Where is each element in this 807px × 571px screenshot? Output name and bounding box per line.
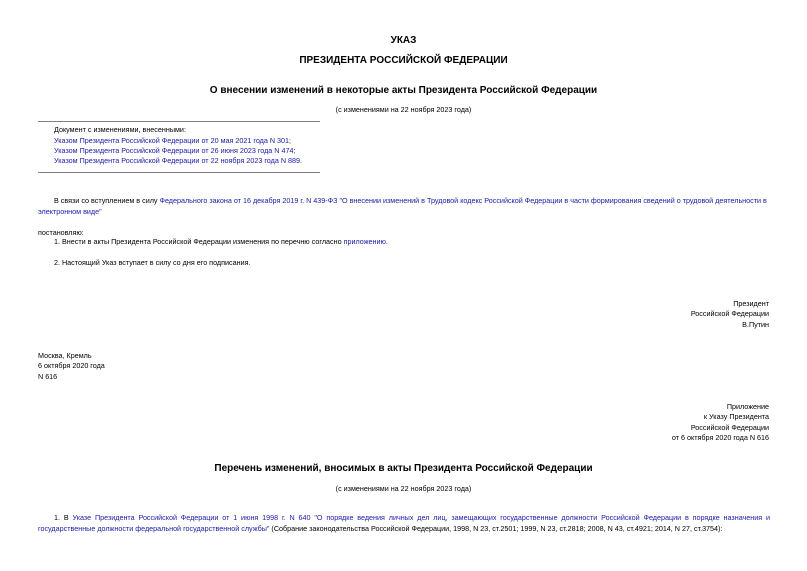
signature-title: Президент (733, 299, 769, 308)
revision-note: (с изменениями на 22 ноября 2023 года) (335, 105, 472, 114)
signing-date: 6 октября 2020 года (38, 361, 105, 370)
item-1-text: 1. Внести в акты Президента Российской Федерации изменения по перечню согласно (54, 237, 344, 246)
decree-issuer: ПРЕЗИДЕНТА РОССИЙСКОЙ ФЕДЕРАЦИИ (299, 55, 508, 66)
preamble (38, 196, 770, 217)
preamble-start: В связи со вступлением в силу (54, 196, 160, 205)
amendment-link-3[interactable]: Указом Президента Российской Федерации от 22 ноября 2023 года N 889. (54, 156, 302, 165)
signature-country: Российской Федерации (690, 309, 769, 318)
appendix-link[interactable]: приложению (343, 237, 386, 246)
decree-title: УКАЗ (390, 35, 417, 46)
appendix-title: Перечень изменений, вносимых в акты Президента Российской Федерации (214, 463, 593, 474)
amendments-intro: Документ с изменениями, внесенными: (54, 125, 186, 134)
decree-number: N 616 (38, 372, 58, 381)
appendix-date: от 6 октября 2020 года N 616 (671, 433, 769, 442)
amendments-bottom-rule (38, 172, 320, 173)
signing-place: Москва, Кремль (38, 351, 92, 360)
appendix-label: Приложение (726, 402, 769, 411)
appendix-item-1-start: 1. В (54, 513, 73, 522)
amendments-top-rule (38, 121, 320, 122)
item-1-end: . (385, 237, 388, 246)
appendix-item-1-end: (Собрание законодательства Российской Федерации, 1998, N 23, ст.2501; 1999, N 23, ст.2818; 2008, N 43, ст.4921; 2014, N 27, ст.3754): (269, 523, 723, 533)
item-1 (54, 238, 388, 245)
federal-law-link[interactable]: Федерального закона от 16 декабря 2019 г. N 439-ФЗ "О внесении изменений в Трудовой кодекс Российской Федерации в части формирования сведений о трудовой деятельности в электронном виде" (38, 196, 767, 216)
appendix-ref: к Указу Президента (703, 412, 769, 421)
amendment-link-2[interactable]: Указом Президента Российской Федерации от 26 июня 2023 года N 474; (54, 146, 296, 155)
decree-word: постановляю: (38, 228, 84, 237)
signature-name: В.Путин (742, 320, 769, 329)
decree-subject: О внесении изменений в некоторые акты Президента Российской Федерации (209, 85, 598, 96)
appendix-country: Российской Федерации (690, 423, 769, 432)
item-2: 2. Настоящий Указ вступает в силу со дня его подписания. (54, 258, 251, 267)
decree-640-link[interactable]: Указе Президента Российской Федерации от 1 июня 1998 г. N 640 "О порядке ведения личных дел лиц, замещающих государственные должности Российской Федерации в порядке назначения и государственные должности федеральной государственной службы" (38, 513, 770, 533)
amendment-link-1[interactable]: Указом Президента Российской Федерации от 20 мая 2021 года N 301; (54, 136, 292, 145)
appendix-item-1 (38, 513, 770, 534)
appendix-revision-note: (с изменениями на 22 ноября 2023 года) (335, 484, 472, 493)
